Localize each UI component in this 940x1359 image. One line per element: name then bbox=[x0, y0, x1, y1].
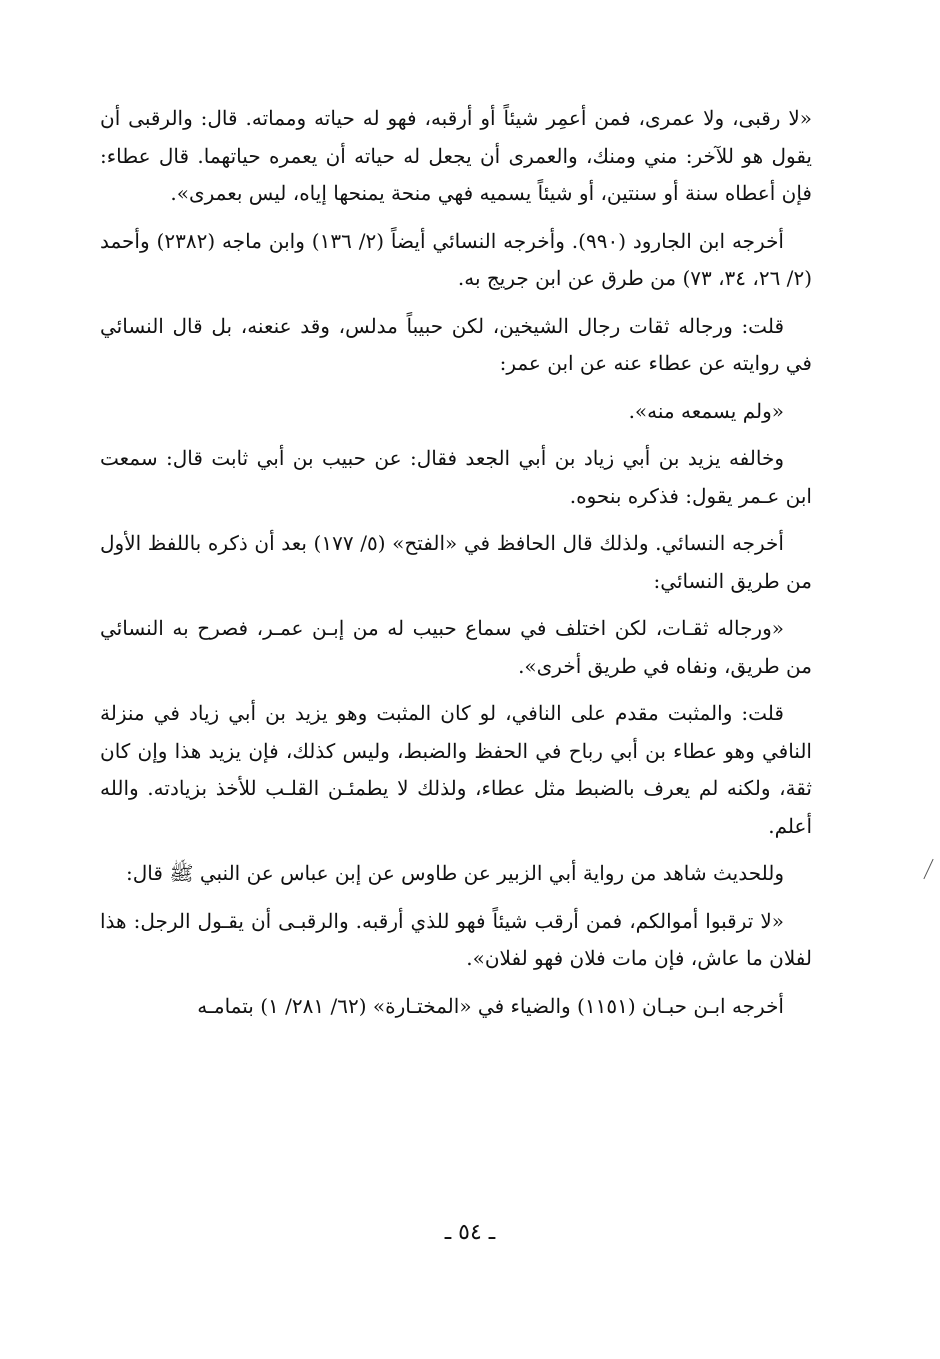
paragraph-qult-rijal bbox=[100, 308, 812, 383]
paragraph-shahid-abu-zubayr bbox=[100, 855, 812, 893]
paragraph-text: أخرجه النسائي. ولذلك قال الحافظ في «الفتح» (٥/ ١٧٧) بعد أن ذكره باللفظ الأول من طريق النسائي: bbox=[100, 531, 812, 593]
paragraph-text: «لا رقبى، ولا عمرى، فمن أعمِر شيئاً أو أرقبه، فهو له حياته ومماته. قال: والرقبى أن يقول هو للآخر: مني ومنك، والعمرى أن يجعل له حياته أن يعمره حياتهما. قال عطاء: فإن أعطاه سنة أو سنتين، أو شيئاً يسميه فهي منحة يمنحها إياه، ليس بعمرى». bbox=[100, 106, 812, 205]
paragraph-qult-muthbit bbox=[100, 695, 812, 845]
paragraph-text: أخرجه ابن الجارود (٩٩٠). وأخرجه النسائي أيضاً (٢/ ١٣٦) وابن ماجه (٢٣٨٢) وأحمد (٢/ ٢٦، ٣٤، ٧٣) من طرق عن ابن جريج به. bbox=[100, 228, 812, 290]
paragraph-text: أخرجه ابـن حبـان (١١٥١) والضياء في «المختـارة» (٦٢/ ٢٨١/ ١) بتمامـه bbox=[197, 993, 784, 1018]
paragraph-text: «لا ترقبوا أموالكم، فمن أرقب شيئاً فهو للذي أرقبه. والرقبـى أن يقـول الرجل: هذا لفلان ما عاش، فإن مات فلان فهو لفلان». bbox=[100, 908, 812, 970]
paragraph-takhrij-ibn-hibban bbox=[100, 988, 812, 1026]
paragraph-hadith-la-tarqubu bbox=[100, 903, 812, 978]
paragraph-quote-lam-yasmaahu bbox=[100, 393, 812, 431]
paragraph-text: وخالفه يزيد بن أبي زياد بن أبي الجعد فقال: عن حبيب بن أبي ثابت قال: سمعت ابن عـمر يقول: فذكره بنحوه. bbox=[100, 446, 812, 508]
paragraph-text: قلت: والمثبت مقدم على النافي، لو كان المثبت وهو يزيد بن أبي زياد في منزلة النافي وهو عطاء بن أبي رباح في الحفظ والضبط، وليس كذلك، فإن يزيد هذا وإن كان ثقة، ولكنه لم يعرف بالضبط مثل عطاء، ولذلك لا يطمئـن القلـب للأخذ بزيادته. والله أعلم. bbox=[100, 701, 812, 838]
page-body bbox=[100, 100, 812, 1035]
paragraph-text: «ولم يسمعه منه». bbox=[628, 398, 784, 423]
paragraph-takhrij-ibn-jarud bbox=[100, 223, 812, 298]
paragraph-text: قلت: ورجاله ثقات رجال الشيخين، لكن حبيباً مدلس، وقد عنعنه، بل قال النسائي في روايته عن عطاء عنه عن ابن عمر: bbox=[100, 313, 812, 375]
paragraph-hadith-ruqba bbox=[100, 100, 812, 213]
paragraph-text: «ورجاله ثقـات، لكن اختلف في سماع حبيب له من إبـن عمـر، فصرح به النسائي من طريق، ونفاه في طريق أخرى». bbox=[100, 616, 812, 678]
page-number: ـ ٥٤ ـ bbox=[444, 1220, 496, 1245]
paragraph-quote-hafiz bbox=[100, 610, 812, 685]
paragraph-khalafahu-yazid bbox=[100, 440, 812, 515]
margin-pencil-mark bbox=[923, 859, 933, 879]
paragraph-takhrij-nasai-fath bbox=[100, 525, 812, 600]
paragraph-text: وللحديث شاهد من رواية أبي الزبير عن طاوس عن إبن عباس عن النبي ﷺ قال: bbox=[126, 861, 784, 885]
